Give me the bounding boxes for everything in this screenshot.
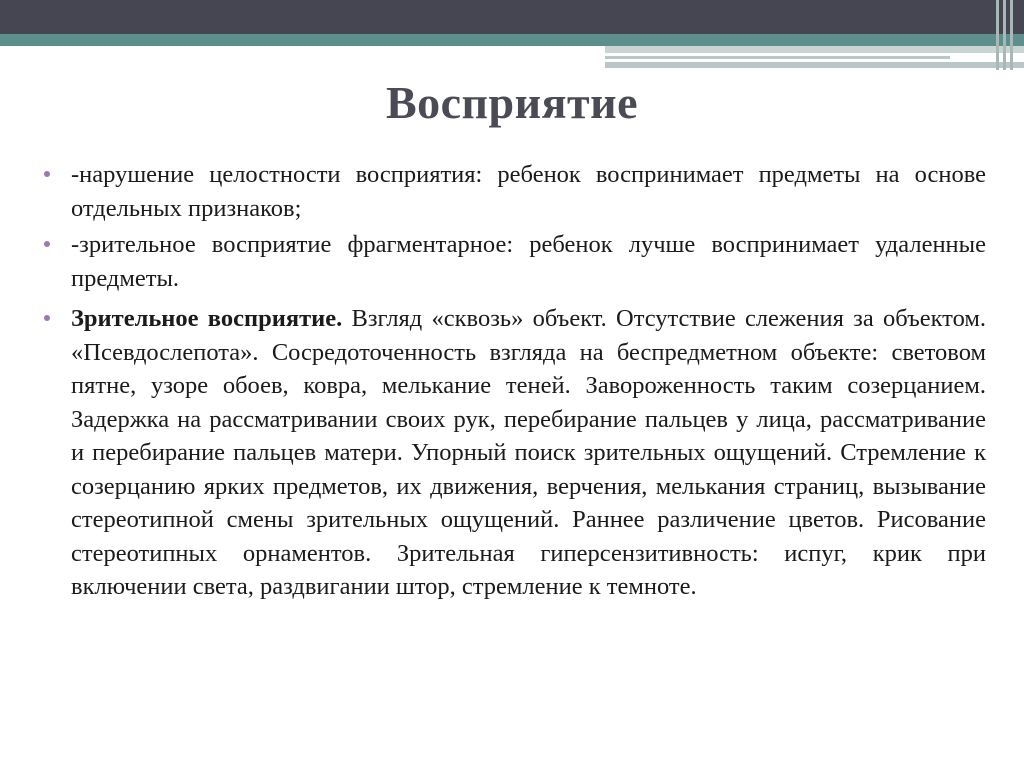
header-rail-left (996, 0, 999, 70)
bullet-item-visual-perception (44, 302, 986, 604)
header-stripe-lower (605, 62, 1024, 68)
bullet-text: -зрительное восприятие фрагментарное: ребенок лучше воспринимает удаленные предметы. (71, 231, 986, 292)
bullet-text: -нарушение целостности восприятия: ребенок воспринимает предметы на основе отдельных признаков; (71, 161, 986, 222)
bullet-dot-icon (44, 241, 50, 247)
header-band-teal (0, 34, 1024, 46)
bullet-dot-icon (44, 171, 50, 177)
header-stripe-thin (605, 56, 950, 59)
header-rail-middle (1003, 0, 1006, 70)
header-rail-right (1010, 0, 1013, 70)
bullet-text: Взгляд «сквозь» объект. Отсутствие слежения за объектом. «Псевдослепота». Сосредоточенность взгляда на беспредметном объекте: световом пятне, узоре обоев, ковра, мелькание теней. Завороженность таким созерцанием. Задержка на рассматривании своих рук, перебирание пальцев у лица, рассматривание и перебирание пальцев матери. Упорный поиск зрительных ощущений. Стремление к созерцанию ярких предметов, их движения, верчения, мелькания страниц, вызывание стереотипной смены зрительных ощущений. Раннее различение цветов. Рисование стереотипных орнаментов. Зрительная гиперсензитивность: испуг, крик при включении света, раздвигании штор, стремление к темноте. (71, 305, 986, 600)
header-band-cutout (0, 46, 605, 53)
bullet-item-integrity (44, 158, 986, 225)
bullet-heading: Зрительное восприятие. (71, 305, 343, 332)
slide-title: Восприятие (385, 77, 639, 128)
slide-content (44, 158, 986, 606)
bullet-dot-icon (44, 315, 50, 321)
header-band-dark (0, 0, 1024, 34)
bullet-item-fragmentary (44, 228, 986, 295)
